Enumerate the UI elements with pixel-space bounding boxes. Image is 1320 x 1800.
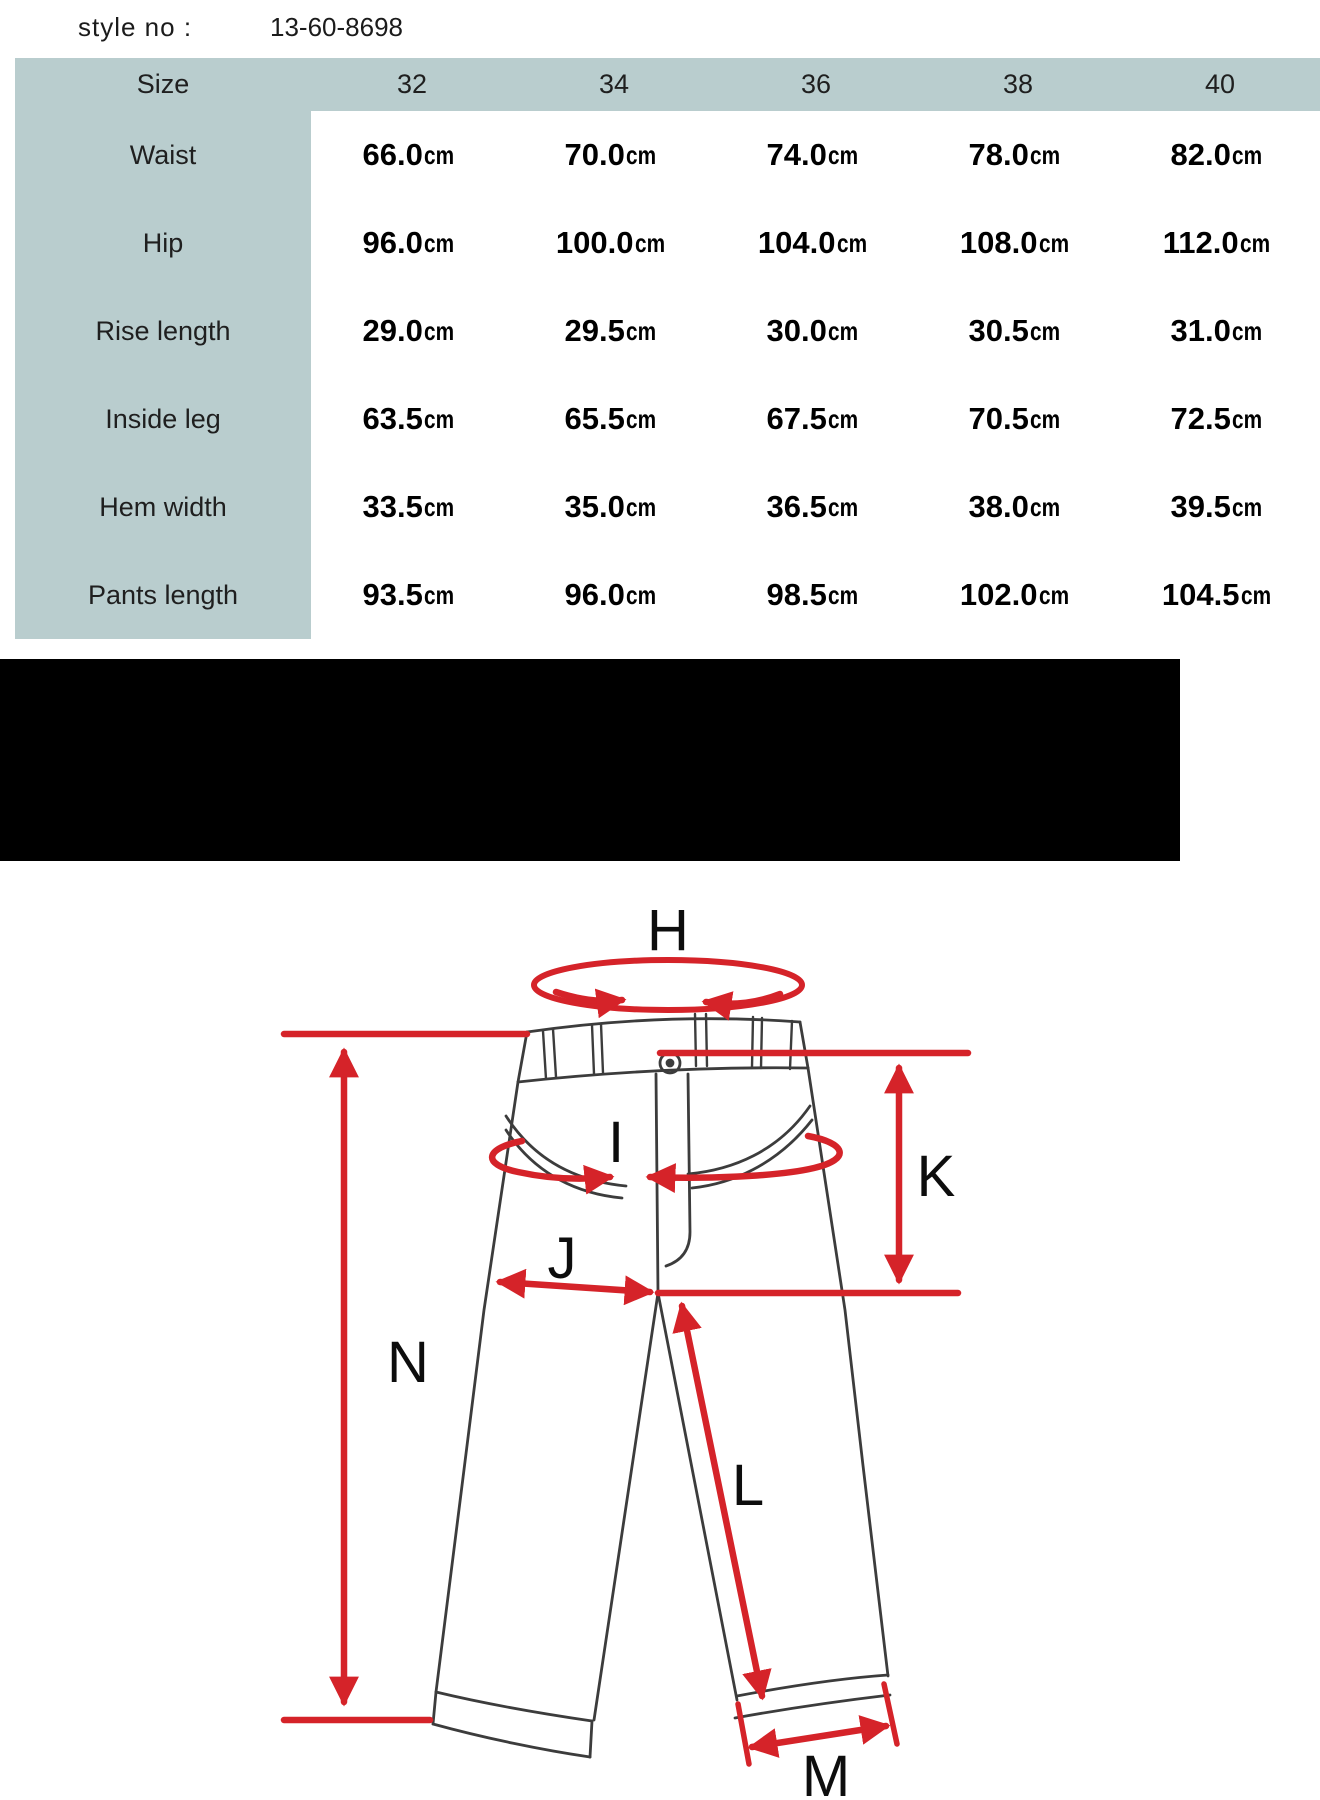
- label-thigh-width: J: [547, 1226, 577, 1291]
- size-value-cell: 96.0 cm: [362, 225, 454, 260]
- size-value-cell: 104.0 cm: [757, 225, 867, 260]
- size-value-cell: 98.5 cm: [766, 577, 858, 612]
- label-pants-length: N: [387, 1330, 429, 1395]
- size-value-cell: 112.0 cm: [1162, 225, 1270, 260]
- left-inner-seam: [594, 1293, 658, 1720]
- size-value-cell: 108.0 cm: [959, 225, 1069, 260]
- pants-outline: [433, 1014, 890, 1757]
- label-rise-length: K: [916, 1144, 956, 1209]
- style-no-label: style no :: [78, 12, 193, 42]
- waistband-left-edge: [518, 1032, 527, 1082]
- size-value-cell: 100.0 cm: [555, 225, 665, 260]
- left-hem-bottom: [433, 1724, 590, 1757]
- size-value-cell: 63.5 cm: [362, 401, 454, 436]
- size-value-cell: 39.5 cm: [1170, 489, 1262, 524]
- size-header-38: 38: [1002, 69, 1034, 99]
- size-value-cell: 35.0 cm: [564, 489, 656, 524]
- row-label: Hem width: [15, 463, 311, 551]
- size-value-cell: 65.5 cm: [564, 401, 656, 436]
- label-hem-width: M: [801, 1744, 851, 1800]
- size-header-40: 40: [1204, 69, 1236, 99]
- waistband-top-edge: [527, 1019, 800, 1032]
- row-label: Waist: [15, 111, 311, 199]
- style-no-value: 13-60-8698: [270, 12, 403, 42]
- label-waist-girth: H: [647, 898, 689, 963]
- size-value-cell: 96.0 cm: [564, 577, 656, 612]
- size-value-cell: 31.0 cm: [1170, 313, 1262, 348]
- hip-girth-arc-right: [650, 1136, 840, 1178]
- size-value-cell: 29.5 cm: [564, 313, 656, 348]
- size-value-cell: 78.0 cm: [968, 137, 1060, 172]
- row-label: Pants length: [15, 551, 311, 639]
- size-value-cell: 72.5 cm: [1170, 401, 1262, 436]
- label-hip-girth: I: [607, 1110, 625, 1175]
- size-value-cell: 93.5 cm: [362, 577, 454, 612]
- waist-button-hole: [667, 1060, 673, 1066]
- size-value-cell: 82.0 cm: [1170, 137, 1262, 172]
- left-hem-seam: [436, 1692, 592, 1721]
- waistband-right-edge: [800, 1022, 808, 1068]
- label-inside-leg: L: [731, 1453, 765, 1518]
- hip-girth-arc-left: [492, 1141, 610, 1179]
- size-value-cell: 38.0 cm: [968, 489, 1060, 524]
- size-value-cell: 104.5 cm: [1161, 577, 1271, 612]
- hem-width-tick-right: [884, 1684, 897, 1744]
- size-value-cell: 67.5 cm: [766, 401, 858, 436]
- fly-center-line: [656, 1074, 658, 1293]
- right-pocket-curve: [688, 1106, 810, 1174]
- left-outer-seam: [436, 1082, 518, 1692]
- fly-stitch-line: [666, 1074, 690, 1266]
- size-value-cell: 29.0 cm: [362, 313, 454, 348]
- left-hem-side: [433, 1692, 592, 1757]
- size-header-36: 36: [800, 69, 832, 99]
- size-value-cell: 33.5 cm: [362, 489, 454, 524]
- row-label: Hip: [15, 199, 311, 287]
- size-value-cell: 70.0 cm: [564, 137, 656, 172]
- size-value-cell: 36.5 cm: [766, 489, 858, 524]
- row-label: Inside leg: [15, 375, 311, 463]
- size-value-cell: 66.0 cm: [362, 137, 454, 172]
- right-outer-seam: [808, 1068, 888, 1676]
- size-header-34: 34: [598, 69, 630, 99]
- size-value-cell: 102.0 cm: [959, 577, 1069, 612]
- right-inner-seam: [658, 1293, 737, 1700]
- right-hem-bottom: [735, 1695, 890, 1718]
- size-header-32: 32: [396, 69, 428, 99]
- size-value-cell: 30.5 cm: [968, 313, 1060, 348]
- row-label: Rise length: [15, 287, 311, 375]
- size-value-cell: 70.5 cm: [968, 401, 1060, 436]
- size-value-cell: 30.0 cm: [766, 313, 858, 348]
- size-value-cell: 74.0 cm: [766, 137, 858, 172]
- size-corner-header: Size: [15, 58, 311, 111]
- hem-width-tick-left: [738, 1704, 749, 1764]
